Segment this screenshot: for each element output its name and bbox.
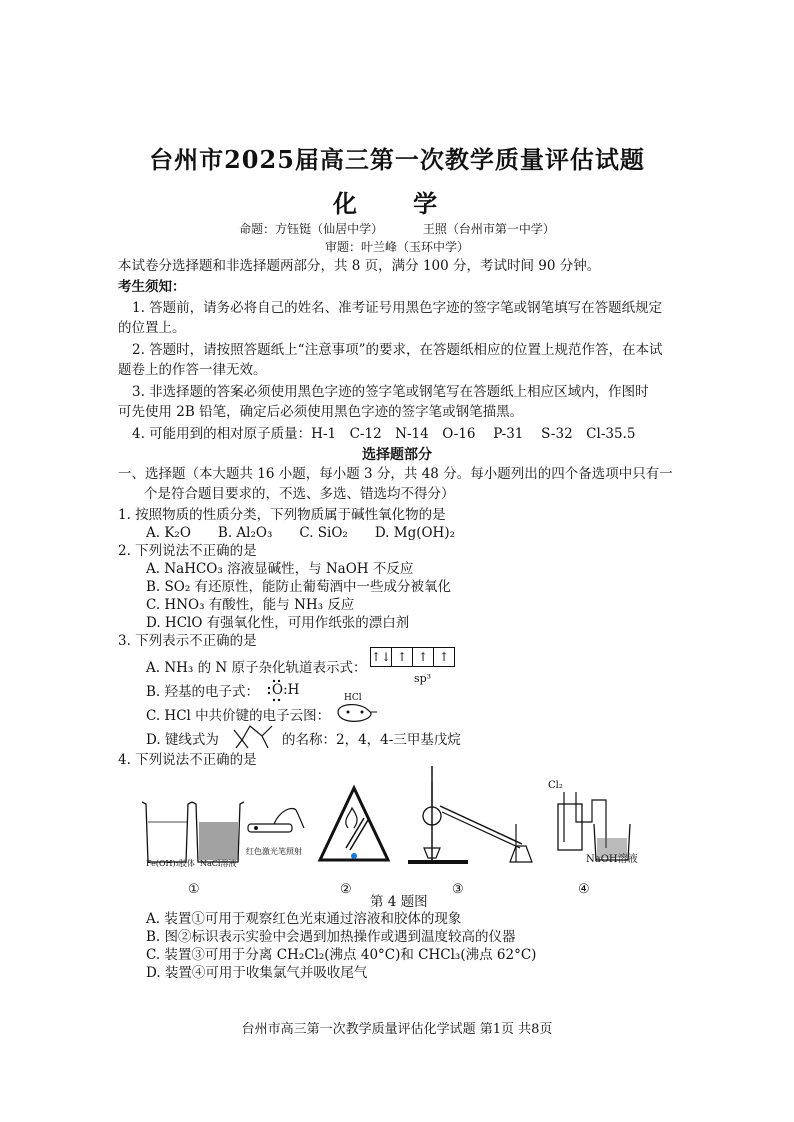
- question-4-option-c: C. 装置③可用于分离 CH₂Cl₂(沸点 40°C)和 CHCl₃(沸点 62°C): [146, 947, 537, 963]
- section-instruction: 一、选择题（本大题共 16 小题，每小题 3 分，共 48 分。每小题列出的四个备选项中只有一: [118, 466, 673, 482]
- question-3-option-d-prefix: D. 键线式为: [146, 732, 219, 748]
- label-colloid: Fe(OH)₃胶体: [146, 859, 195, 868]
- label-nacl: NaCl溶液: [200, 859, 237, 868]
- author-1: 命题：方钰铤（仙居中学）: [239, 222, 384, 236]
- author-2: 王照（台州市第一中学）: [422, 222, 555, 236]
- laser-pointer-icon: [248, 809, 304, 832]
- question-2-option-b: B. SO₂ 有还原性，能防止葡萄酒中一些成分被氧化: [146, 579, 452, 595]
- label-naoh: NaOH溶液: [586, 854, 638, 865]
- hydroxyl-formula-text: O:H: [272, 682, 300, 698]
- question-4-option-a: A. 装置①可用于观察红色光束通过溶液和胶体的现象: [146, 911, 462, 927]
- note-line: 1. 答题前，请务必将自己的姓名、准考证号用黑色字迹的签字笔或钢笔填写在答题纸规定: [132, 300, 663, 316]
- question-2-option-a: A. NaHCO₃ 溶液显碱性，与 NaOH 不反应: [146, 561, 414, 577]
- label-laser: 红色激光笔照射: [246, 847, 302, 856]
- beaker-colloid-icon: [142, 802, 192, 862]
- question-3-option-a: A. NH₃ 的 N 原子杂化轨道表示式：: [146, 660, 367, 676]
- note-line: 可先使用 2B 铅笔，确定后必须使用黑色字迹的签字笔或钢笔描黑。: [118, 404, 524, 420]
- intro-text: 本试卷分选择题和非选择题两部分，共 8 页，满分 100 分，考试时间 90 分钟。: [118, 258, 601, 274]
- exam-title: 台州市2025届高三第一次教学质量评估试题: [149, 145, 645, 174]
- authors-line: [0, 220, 794, 237]
- figure-mark-2: ②: [340, 882, 352, 897]
- question-4-option-b: B. 图②标识表示实验中会遇到加热操作或遇到温度较高的仪器: [146, 929, 516, 945]
- heating-hazard-sign-icon: [320, 788, 388, 860]
- question-2-option-d: D. HClO 有强氧化性，可用作纸张的漂白剂: [146, 615, 410, 631]
- figure-caption: 第 4 题图: [370, 894, 428, 910]
- orbital-box: ↑: [391, 647, 412, 667]
- question-3-option-d-suffix: 的名称：2，4，4-三甲基戊烷: [282, 732, 461, 748]
- note-line: 2. 答题时，请按照答题纸上“注意事项”的要求，在答题纸相应的位置上规范作答，在本试: [132, 342, 663, 358]
- orbital-box: ↑: [412, 647, 433, 667]
- orbital-box: ↑↓: [370, 647, 391, 667]
- beaker-nacl-icon: [192, 802, 244, 862]
- question-3-stem: 3. 下列表示不正确的是: [118, 633, 257, 649]
- label-cl2: Cl₂: [548, 780, 563, 791]
- figure-mark-4: ④: [578, 882, 590, 897]
- notes-title: 考生须知：: [118, 279, 186, 295]
- question-1-options: A. K₂O B. Al₂O₃ C. SiO₂ D. Mg(OH)₂: [146, 525, 456, 541]
- note-line: 4. 可能用到的相对原子质量：H-1 C-12 N-14 O-16 P-31 S-32 Cl-35.5: [132, 426, 636, 442]
- question-2-option-c: C. HNO₃ 有酸性，能与 NH₃ 反应: [146, 597, 355, 613]
- orbital-box: ↑: [433, 647, 455, 667]
- section-instruction: 个是符合题目要求的，不选、多选、错选均不得分）: [144, 486, 455, 502]
- sp3-label: sp³: [414, 672, 432, 685]
- note-line: 题卷上的作答一律无效。: [118, 362, 267, 378]
- hcl-cloud-label: HCl: [344, 693, 362, 703]
- question-4-stem: 4. 下列说法不正确的是: [118, 752, 257, 768]
- hydroxyl-electron-formula: [268, 676, 308, 702]
- figure-mark-3: ③: [452, 882, 464, 897]
- skeletal-formula-icon: [232, 722, 280, 750]
- subject-title: 化 学: [332, 189, 462, 218]
- orbital-diagram: [370, 647, 455, 667]
- section-title: 选择题部分: [362, 447, 432, 463]
- figure-mark-1: ①: [188, 882, 200, 897]
- note-line: 3. 非选择题的答案必须使用黑色字迹的签字笔或钢笔写在答题纸上相应区域内，作图时: [132, 384, 649, 400]
- distillation-apparatus-icon: [408, 766, 532, 864]
- electron-cloud-icon: [332, 700, 378, 724]
- question-2-stem: 2. 下列说法不正确的是: [118, 543, 257, 559]
- question-4-option-d: D. 装置④可用于收集氯气并吸收尾气: [146, 965, 368, 981]
- question-3-option-b: B. 羟基的电子式：: [146, 684, 260, 700]
- question-1-stem: 1. 按照物质的性质分类，下列物质属于碱性氧化物的是: [118, 507, 446, 523]
- note-line: 的位置上。: [118, 320, 186, 336]
- question-3-option-c: C. HCl 中共价键的电子云图：: [146, 708, 331, 724]
- reviewer-line: 审题：叶兰峰（玉环中学）: [324, 240, 469, 254]
- page-footer: 台州市高三第一次教学质量评估化学试题 第1页 共8页: [241, 1022, 553, 1037]
